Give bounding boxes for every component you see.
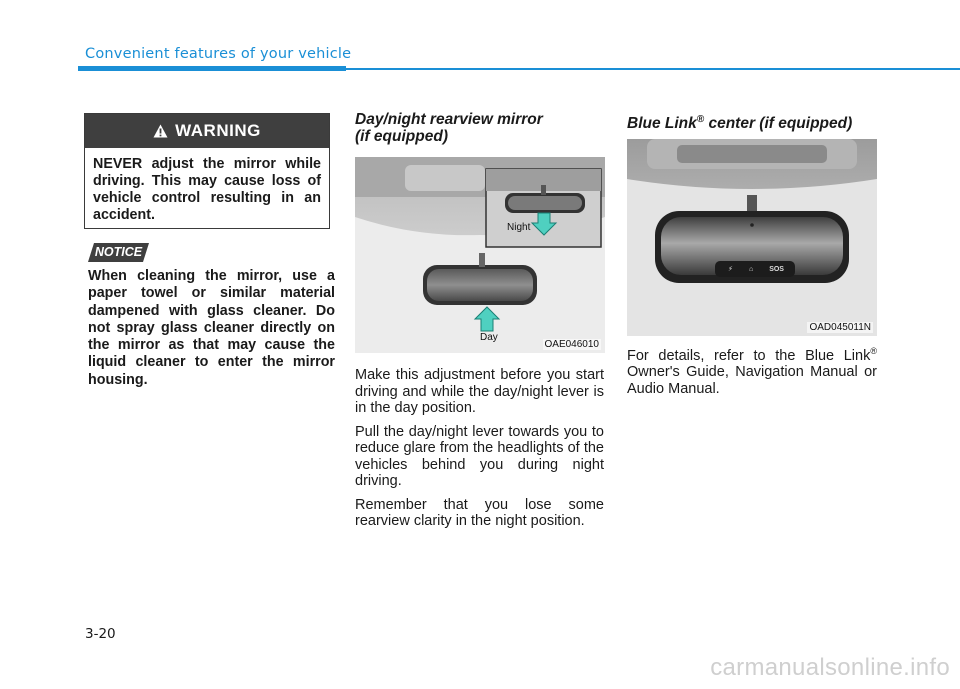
page-number: 3-20: [85, 626, 116, 642]
warning-box: [84, 113, 330, 229]
day-night-body: [355, 367, 604, 537]
blue-link-heading: [627, 111, 852, 132]
blue-link-mirror-illustration: [627, 139, 877, 336]
blue-link-heading-rest: center (if equipped): [704, 115, 853, 133]
warning-header: [85, 114, 329, 148]
warning-text: NEVER adjust the mirror while driving. This may cause loss of vehicle control resulting in an accident.: [93, 156, 321, 223]
blue-link-button-icon[interactable]: ⌂: [748, 265, 754, 273]
sos-button[interactable]: SOS: [769, 265, 784, 273]
blue-link-text-a: For details, refer to the Blue Link: [627, 347, 871, 364]
figure-code: OAE046010: [544, 339, 599, 350]
day-night-heading-line2: (if equipped): [355, 128, 448, 145]
blue-link-buttons: [720, 262, 792, 276]
header-rule: [346, 68, 960, 70]
blue-link-heading-main: Blue Link: [627, 115, 697, 133]
day-label: Day: [480, 332, 498, 343]
blue-link-text-b: Owner's Guide, Navigation Manual or Audio Manual.: [627, 364, 877, 397]
section-title: Convenient features of your vehicle: [85, 46, 352, 62]
notice-text: When cleaning the mirror, use a paper towel or similar material dampened with glass cleaner. Do not spray glass cleaner directly on the mirror as that may cause the liquid cleaner to enter the mirror housing.: [88, 268, 335, 388]
blue-link-button-icon[interactable]: ⚡: [728, 266, 733, 273]
watermark: carmanualsonline.info: [710, 654, 950, 681]
warning-triangle-icon: [153, 124, 168, 138]
day-night-mirror-illustration: [355, 157, 605, 353]
day-night-heading: [355, 111, 543, 145]
paragraph: Pull the day/night lever towards you to reduce glare from the headlights of the vehicles behind you during night driving.: [355, 423, 604, 489]
registered-mark: ®: [870, 346, 877, 356]
paragraph: Make this adjustment before you start driving and while the day/night lever is in the day position.: [355, 367, 604, 416]
notice-badge-label: NOTICE: [94, 245, 143, 259]
day-night-mirror-figure: [355, 157, 605, 353]
registered-mark: ®: [696, 114, 705, 125]
header-rule-accent: [78, 66, 346, 71]
night-label: Night: [507, 222, 531, 233]
paragraph: Remember that you lose some rearview clarity in the night position.: [355, 496, 604, 529]
warning-heading: WARNING: [175, 121, 261, 140]
blue-link-body: [627, 343, 877, 397]
notice-badge: [88, 243, 149, 262]
figure-code: OAD045011N: [809, 322, 871, 333]
blue-link-mirror-figure: [627, 139, 877, 336]
day-night-heading-line1: Day/night rearview mirror: [355, 111, 543, 128]
